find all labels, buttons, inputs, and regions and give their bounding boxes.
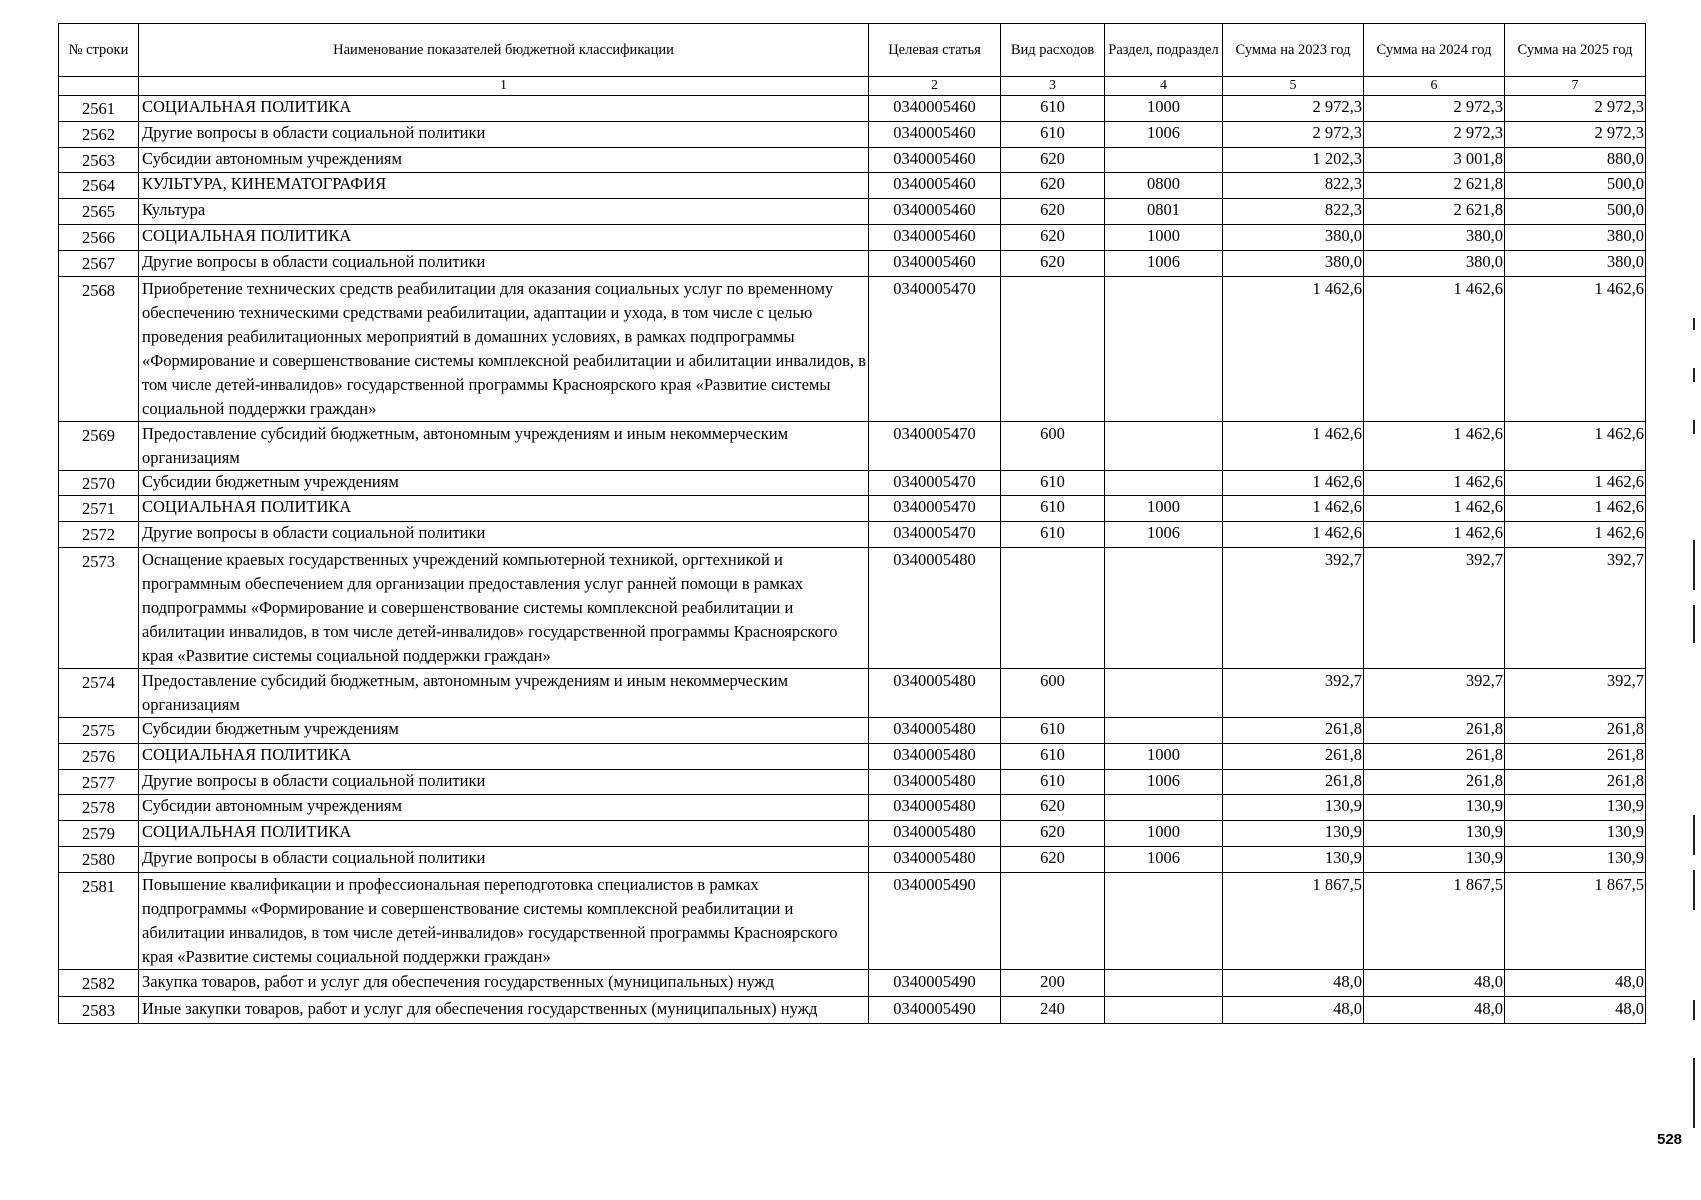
row-name: Субсидии автономным учреждениям (139, 795, 869, 821)
column-number: 4 (1105, 77, 1223, 96)
table-row (59, 795, 1646, 821)
row-number: 2582 (59, 969, 139, 996)
row-sum-2024: 1 462,6 (1364, 522, 1505, 548)
row-sum-2025: 1 462,6 (1505, 496, 1646, 522)
row-target-article: 0340005480 (869, 717, 1001, 743)
row-sum-2025: 261,8 (1505, 743, 1646, 769)
row-sum-2025: 380,0 (1505, 250, 1646, 276)
row-target-article: 0340005470 (869, 496, 1001, 522)
row-expense-kind: 610 (1001, 470, 1105, 496)
row-target-article: 0340005490 (869, 872, 1001, 969)
row-section: 1000 (1105, 821, 1223, 847)
header-row-no: № строки (59, 24, 139, 77)
row-sum-2024: 130,9 (1364, 821, 1505, 847)
row-number: 2583 (59, 996, 139, 1023)
row-number: 2575 (59, 717, 139, 743)
row-sum-2024: 380,0 (1364, 224, 1505, 250)
row-section (1105, 147, 1223, 173)
header-sum-2023: Сумма на 2023 год (1223, 24, 1364, 77)
row-expense-kind: 620 (1001, 250, 1105, 276)
row-target-article: 0340005480 (869, 795, 1001, 821)
row-section: 1006 (1105, 769, 1223, 795)
row-sum-2023: 261,8 (1223, 717, 1364, 743)
row-expense-kind (1001, 276, 1105, 421)
row-sum-2023: 1 462,6 (1223, 421, 1364, 470)
row-sum-2023: 1 867,5 (1223, 872, 1364, 969)
row-sum-2024: 2 621,8 (1364, 199, 1505, 225)
table-row (59, 224, 1646, 250)
row-number: 2565 (59, 199, 139, 225)
row-sum-2023: 822,3 (1223, 199, 1364, 225)
table-row (59, 969, 1646, 996)
table-body (59, 96, 1646, 1024)
row-sum-2025: 1 867,5 (1505, 872, 1646, 969)
row-sum-2025: 2 972,3 (1505, 96, 1646, 122)
row-number: 2576 (59, 743, 139, 769)
row-expense-kind: 610 (1001, 96, 1105, 122)
row-name: СОЦИАЛЬНАЯ ПОЛИТИКА (139, 496, 869, 522)
row-number: 2569 (59, 421, 139, 470)
row-target-article: 0340005480 (869, 743, 1001, 769)
row-section (1105, 470, 1223, 496)
row-name: СОЦИАЛЬНАЯ ПОЛИТИКА (139, 821, 869, 847)
row-target-article: 0340005460 (869, 121, 1001, 147)
row-section (1105, 996, 1223, 1023)
row-expense-kind: 620 (1001, 147, 1105, 173)
table-row (59, 421, 1646, 470)
row-sum-2024: 261,8 (1364, 769, 1505, 795)
scan-edge-mark (1693, 1000, 1695, 1020)
row-sum-2025: 48,0 (1505, 996, 1646, 1023)
row-sum-2024: 1 462,6 (1364, 421, 1505, 470)
row-section (1105, 668, 1223, 717)
table-row (59, 547, 1646, 668)
table-row (59, 173, 1646, 199)
row-number: 2574 (59, 668, 139, 717)
row-sum-2025: 1 462,6 (1505, 276, 1646, 421)
table-row (59, 872, 1646, 969)
row-section (1105, 547, 1223, 668)
table-row (59, 199, 1646, 225)
row-number: 2564 (59, 173, 139, 199)
scan-edge-mark (1693, 605, 1695, 643)
row-target-article: 0340005460 (869, 224, 1001, 250)
row-sum-2024: 392,7 (1364, 668, 1505, 717)
header-sum-2024: Сумма на 2024 год (1364, 24, 1505, 77)
row-name: Субсидии бюджетным учреждениям (139, 717, 869, 743)
row-target-article: 0340005490 (869, 996, 1001, 1023)
row-section (1105, 795, 1223, 821)
row-sum-2024: 380,0 (1364, 250, 1505, 276)
table-row (59, 996, 1646, 1023)
row-sum-2024: 48,0 (1364, 969, 1505, 996)
row-section (1105, 969, 1223, 996)
row-sum-2025: 380,0 (1505, 224, 1646, 250)
row-sum-2023: 130,9 (1223, 821, 1364, 847)
row-name: Повышение квалификации и профессиональная переподготовка специалистов в рамках подпрограммы «Формирование и совершенствование системы комплексной реабилитации и абилитации инвалидов, в том числе детей-инвалидов» государственной программы Красноярского края «Развитие системы социальной поддержки граждан» (139, 872, 869, 969)
row-name: Предоставление субсидий бюджетным, автономным учреждениям и иным некоммерческим организациям (139, 421, 869, 470)
header-kind: Вид расходов (1001, 24, 1105, 77)
table-row (59, 717, 1646, 743)
column-number: 3 (1001, 77, 1105, 96)
scan-edge-mark (1693, 1058, 1695, 1128)
row-expense-kind: 240 (1001, 996, 1105, 1023)
header-row (59, 24, 1646, 77)
table-row (59, 769, 1646, 795)
row-section: 1006 (1105, 250, 1223, 276)
row-sum-2024: 1 462,6 (1364, 496, 1505, 522)
row-target-article: 0340005470 (869, 276, 1001, 421)
scan-edge-mark (1693, 420, 1695, 434)
row-expense-kind: 600 (1001, 421, 1105, 470)
budget-table-sheet (58, 23, 1646, 1024)
header-name: Наименование показателей бюджетной классификации (139, 24, 869, 77)
row-name: Другие вопросы в области социальной политики (139, 250, 869, 276)
table-row (59, 250, 1646, 276)
table-row (59, 121, 1646, 147)
row-sum-2023: 1 202,3 (1223, 147, 1364, 173)
header-target: Целевая статья (869, 24, 1001, 77)
row-sum-2023: 130,9 (1223, 795, 1364, 821)
page-number: 528 (1657, 1131, 1683, 1148)
row-sum-2023: 261,8 (1223, 743, 1364, 769)
row-section (1105, 276, 1223, 421)
row-number: 2580 (59, 846, 139, 872)
row-sum-2024: 261,8 (1364, 743, 1505, 769)
table-row (59, 276, 1646, 421)
row-expense-kind: 610 (1001, 522, 1105, 548)
row-sum-2024: 261,8 (1364, 717, 1505, 743)
row-sum-2025: 48,0 (1505, 969, 1646, 996)
row-expense-kind: 610 (1001, 769, 1105, 795)
row-section: 1000 (1105, 224, 1223, 250)
table-row (59, 743, 1646, 769)
row-sum-2025: 500,0 (1505, 173, 1646, 199)
row-number: 2566 (59, 224, 139, 250)
row-target-article: 0340005460 (869, 250, 1001, 276)
row-sum-2023: 1 462,6 (1223, 470, 1364, 496)
row-number: 2573 (59, 547, 139, 668)
row-target-article: 0340005460 (869, 199, 1001, 225)
row-name: СОЦИАЛЬНАЯ ПОЛИТИКА (139, 96, 869, 122)
row-name: Предоставление субсидий бюджетным, автономным учреждениям и иным некоммерческим организациям (139, 668, 869, 717)
row-sum-2024: 1 462,6 (1364, 276, 1505, 421)
row-expense-kind: 620 (1001, 224, 1105, 250)
column-number: 6 (1364, 77, 1505, 96)
row-section: 0801 (1105, 199, 1223, 225)
row-expense-kind (1001, 547, 1105, 668)
row-sum-2023: 130,9 (1223, 846, 1364, 872)
row-number: 2561 (59, 96, 139, 122)
table-row (59, 522, 1646, 548)
row-target-article: 0340005470 (869, 522, 1001, 548)
row-sum-2024: 130,9 (1364, 846, 1505, 872)
row-number: 2578 (59, 795, 139, 821)
row-number: 2581 (59, 872, 139, 969)
column-number: 5 (1223, 77, 1364, 96)
row-sum-2024: 2 621,8 (1364, 173, 1505, 199)
scan-edge-mark (1693, 815, 1695, 855)
row-sum-2024: 2 972,3 (1364, 96, 1505, 122)
row-expense-kind: 610 (1001, 743, 1105, 769)
table-row (59, 96, 1646, 122)
row-name: Приобретение технических средств реабилитации для оказания социальных услуг по временному обеспечению техническими средствами реабилитации, адаптации и ухода, в том числе с целью проведения реабилитационных мероприятий в домашних условиях, в рамках подпрограммы «Формирование и совершенствование системы комплексной реабилитации и абилитации инвалидов, в том числе детей-инвалидов» государственной программы Красноярского края «Развитие системы социальной поддержки граждан» (139, 276, 869, 421)
scan-edge-mark (1693, 368, 1695, 382)
row-expense-kind: 620 (1001, 199, 1105, 225)
column-number-row (59, 77, 1646, 96)
row-sum-2024: 2 972,3 (1364, 121, 1505, 147)
row-name: Другие вопросы в области социальной политики (139, 121, 869, 147)
row-sum-2024: 3 001,8 (1364, 147, 1505, 173)
row-sum-2025: 880,0 (1505, 147, 1646, 173)
table-row (59, 821, 1646, 847)
scan-edge-mark (1693, 870, 1695, 910)
row-sum-2023: 822,3 (1223, 173, 1364, 199)
row-sum-2024: 1 462,6 (1364, 470, 1505, 496)
row-target-article: 0340005460 (869, 96, 1001, 122)
row-number: 2570 (59, 470, 139, 496)
row-target-article: 0340005480 (869, 769, 1001, 795)
row-name: Другие вопросы в области социальной политики (139, 769, 869, 795)
row-sum-2025: 1 462,6 (1505, 522, 1646, 548)
row-sum-2025: 392,7 (1505, 668, 1646, 717)
row-number: 2562 (59, 121, 139, 147)
scan-edge-mark (1693, 318, 1695, 330)
row-name: Другие вопросы в области социальной политики (139, 846, 869, 872)
row-number: 2563 (59, 147, 139, 173)
table-row (59, 668, 1646, 717)
row-sum-2023: 392,7 (1223, 668, 1364, 717)
row-target-article: 0340005470 (869, 470, 1001, 496)
row-section: 1000 (1105, 96, 1223, 122)
row-number: 2579 (59, 821, 139, 847)
row-sum-2025: 500,0 (1505, 199, 1646, 225)
row-sum-2023: 380,0 (1223, 250, 1364, 276)
row-expense-kind (1001, 872, 1105, 969)
row-target-article: 0340005490 (869, 969, 1001, 996)
row-sum-2025: 1 462,6 (1505, 470, 1646, 496)
header-sum-2025: Сумма на 2025 год (1505, 24, 1646, 77)
row-sum-2025: 1 462,6 (1505, 421, 1646, 470)
row-target-article: 0340005480 (869, 846, 1001, 872)
row-sum-2023: 2 972,3 (1223, 121, 1364, 147)
row-expense-kind: 610 (1001, 121, 1105, 147)
row-sum-2025: 2 972,3 (1505, 121, 1646, 147)
row-target-article: 0340005470 (869, 421, 1001, 470)
row-section (1105, 717, 1223, 743)
row-section: 1006 (1105, 522, 1223, 548)
row-number: 2572 (59, 522, 139, 548)
row-section (1105, 421, 1223, 470)
row-section: 1000 (1105, 496, 1223, 522)
row-section: 0800 (1105, 173, 1223, 199)
header-section: Раздел, подраздел (1105, 24, 1223, 77)
row-target-article: 0340005480 (869, 547, 1001, 668)
row-section: 1000 (1105, 743, 1223, 769)
row-name: Оснащение краевых государственных учреждений компьютерной техникой, оргтехникой и программным обеспечением для организации предоставления услуг ранней помощи в рамках подпрограммы «Формирование и совершенствование системы комплексной реабилитации и абилитации инвалидов, в том числе детей-инвалидов» государственной программы Красноярского края «Развитие системы социальной поддержки граждан» (139, 547, 869, 668)
row-name: КУЛЬТУРА, КИНЕМАТОГРАФИЯ (139, 173, 869, 199)
row-sum-2025: 392,7 (1505, 547, 1646, 668)
row-expense-kind: 200 (1001, 969, 1105, 996)
table-row (59, 470, 1646, 496)
column-number: 7 (1505, 77, 1646, 96)
row-expense-kind: 620 (1001, 821, 1105, 847)
row-number: 2577 (59, 769, 139, 795)
row-section (1105, 872, 1223, 969)
row-number: 2567 (59, 250, 139, 276)
row-section: 1006 (1105, 846, 1223, 872)
row-name: Другие вопросы в области социальной политики (139, 522, 869, 548)
row-name: СОЦИАЛЬНАЯ ПОЛИТИКА (139, 743, 869, 769)
row-expense-kind: 610 (1001, 496, 1105, 522)
budget-table (58, 23, 1646, 1024)
column-number: 2 (869, 77, 1001, 96)
table-row (59, 496, 1646, 522)
row-target-article: 0340005460 (869, 147, 1001, 173)
row-name: СОЦИАЛЬНАЯ ПОЛИТИКА (139, 224, 869, 250)
row-sum-2023: 380,0 (1223, 224, 1364, 250)
row-sum-2024: 48,0 (1364, 996, 1505, 1023)
row-sum-2025: 130,9 (1505, 795, 1646, 821)
row-sum-2023: 261,8 (1223, 769, 1364, 795)
row-number: 2571 (59, 496, 139, 522)
row-sum-2025: 261,8 (1505, 769, 1646, 795)
row-expense-kind: 620 (1001, 173, 1105, 199)
table-row (59, 846, 1646, 872)
row-sum-2024: 392,7 (1364, 547, 1505, 668)
row-name: Закупка товаров, работ и услуг для обеспечения государственных (муниципальных) нужд (139, 969, 869, 996)
row-number: 2568 (59, 276, 139, 421)
row-sum-2023: 1 462,6 (1223, 276, 1364, 421)
row-sum-2024: 1 867,5 (1364, 872, 1505, 969)
row-target-article: 0340005460 (869, 173, 1001, 199)
row-target-article: 0340005480 (869, 668, 1001, 717)
row-target-article: 0340005480 (869, 821, 1001, 847)
row-expense-kind: 600 (1001, 668, 1105, 717)
row-expense-kind: 610 (1001, 717, 1105, 743)
row-name: Культура (139, 199, 869, 225)
row-sum-2023: 392,7 (1223, 547, 1364, 668)
row-sum-2025: 130,9 (1505, 821, 1646, 847)
scan-edge-mark (1693, 540, 1695, 590)
row-sum-2025: 261,8 (1505, 717, 1646, 743)
row-section: 1006 (1105, 121, 1223, 147)
column-number (59, 77, 139, 96)
row-sum-2023: 48,0 (1223, 969, 1364, 996)
table-row (59, 147, 1646, 173)
row-sum-2023: 1 462,6 (1223, 496, 1364, 522)
row-sum-2024: 130,9 (1364, 795, 1505, 821)
row-name: Субсидии автономным учреждениям (139, 147, 869, 173)
row-expense-kind: 620 (1001, 846, 1105, 872)
row-sum-2025: 130,9 (1505, 846, 1646, 872)
row-name: Иные закупки товаров, работ и услуг для обеспечения государственных (муниципальных) нужд (139, 996, 869, 1023)
row-expense-kind: 620 (1001, 795, 1105, 821)
row-name: Субсидии бюджетным учреждениям (139, 470, 869, 496)
row-sum-2023: 2 972,3 (1223, 96, 1364, 122)
column-number: 1 (139, 77, 869, 96)
row-sum-2023: 1 462,6 (1223, 522, 1364, 548)
row-sum-2023: 48,0 (1223, 996, 1364, 1023)
